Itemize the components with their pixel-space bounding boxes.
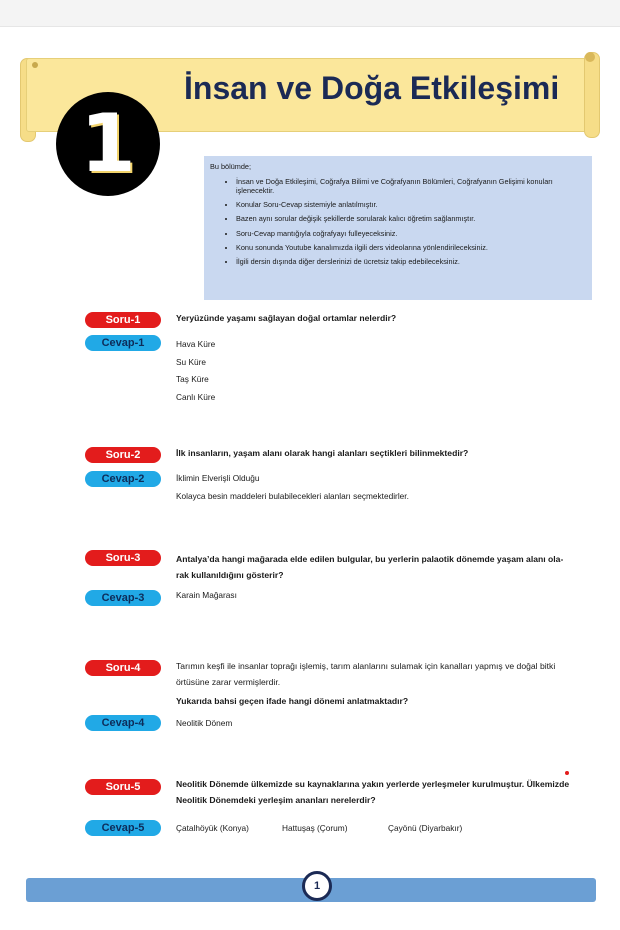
cevap-4-label: Cevap-4 (85, 715, 161, 731)
chapter-title: İnsan ve Doğa Etkileşimi (184, 70, 560, 106)
soru-5-label: Soru-5 (85, 779, 161, 795)
intro-item: • Bazen aynı sorular değişik şekillerde sorularak kalıcı öğretim sağlanmıştır. (236, 214, 584, 223)
answer-2-line-2: Kolayca besin maddeleri bulabilecekleri alanları seçmektedirler. (176, 491, 409, 501)
answer-item: Taş Küre (176, 374, 209, 384)
answer-5-item-3: Çayönü (Diyarbakır) (388, 823, 463, 833)
red-mark (565, 771, 569, 775)
top-strip (0, 0, 620, 27)
answer-5-item-2: Hattuşaş (Çorum) (282, 823, 348, 833)
context-4-line-2: örtüsüne zarar vermişlerdir. (176, 677, 281, 687)
soru-3-label: Soru-3 (85, 550, 161, 566)
answer-item: Su Küre (176, 356, 206, 367)
cevap-1-label: Cevap-1 (85, 335, 161, 351)
question-5-line-2: Neolitik Dönemdeki yerleşim ananları nerelerdir? (176, 795, 376, 805)
intro-item: • İlgili dersin dışında diğer derslerinizi de ücretsiz takip edebileceksiniz. (236, 257, 584, 266)
intro-list (210, 177, 584, 266)
chapter-intro-box (204, 156, 592, 300)
cevap-2-label: Cevap-2 (85, 471, 161, 487)
answer-1-list (176, 336, 215, 406)
question-3-line-2: rak kullanıldığını gösterir? (176, 570, 284, 580)
question-1: Yeryüzünde yaşamı sağlayan doğal ortamlar nelerdir? (176, 313, 397, 323)
soru-4-label: Soru-4 (85, 660, 161, 676)
banner-pin-right (585, 52, 595, 62)
page-number: 1 (302, 871, 332, 901)
soru-1-label: Soru-1 (85, 312, 161, 328)
question-3-line-1: Antalya’da hangi mağarada elde edilen bulgular, bu yerlerin palaotik dönemde yaşam alanı ola- (176, 554, 564, 564)
question-2: İlk insanların, yaşam alanı olarak hangi alanları seçtikleri bilinmektedir? (176, 448, 469, 458)
answer-item: Canlı Küre (176, 391, 216, 402)
cevap-5-label: Cevap-5 (85, 820, 161, 836)
intro-item: • Konu sonunda Youtube kanalımızda ilgili ders videolarına yönlendirileceksiniz. (236, 243, 584, 252)
chapter-number-badge (56, 92, 160, 196)
banner-curl-right (584, 52, 600, 138)
intro-heading: Bu bölümde; (210, 162, 251, 171)
cevap-3-label: Cevap-3 (85, 590, 161, 606)
question-5-line-1: Neolitik Dönemde ülkemizde su kaynaklarına yakın yerlerde yerleşmeler kurulmuştur. Ülkemizde (176, 779, 570, 789)
intro-item: • Konular Soru-Cevap sistemiyle anlatılmıştır. (236, 200, 584, 209)
intro-item: • Soru-Cevap mantığıyla coğrafyayı fulleyeceksiniz. (236, 229, 584, 238)
answer-5-item-1: Çatalhöyük (Konya) (176, 823, 249, 833)
answer-item: Hava Küre (176, 339, 216, 349)
answer-4: Neolitik Dönem (176, 718, 233, 728)
question-4: Yukarıda bahsi geçen ifade hangi dönemi anlatmaktadır? (176, 696, 409, 706)
banner-pin-left (32, 62, 38, 68)
context-4-line-1: Tarımın keşfi ile insanlar toprağı işlemiş, tarım alanlarını sulamak için kanalları yapmış ve doğal bitki (176, 661, 556, 671)
intro-item: • İnsan ve Doğa Etkileşimi, Coğrafya Bilimi ve Coğrafyanın Bölümleri, Coğrafyanın Gelişimi konuları işlenecektir. (236, 177, 584, 195)
soru-2-label: Soru-2 (85, 447, 161, 463)
answer-2-line-1: İklimin Elverişli Olduğu (176, 473, 260, 483)
chapter-number: 1 (80, 97, 136, 190)
answer-3: Karain Mağarası (176, 590, 237, 600)
